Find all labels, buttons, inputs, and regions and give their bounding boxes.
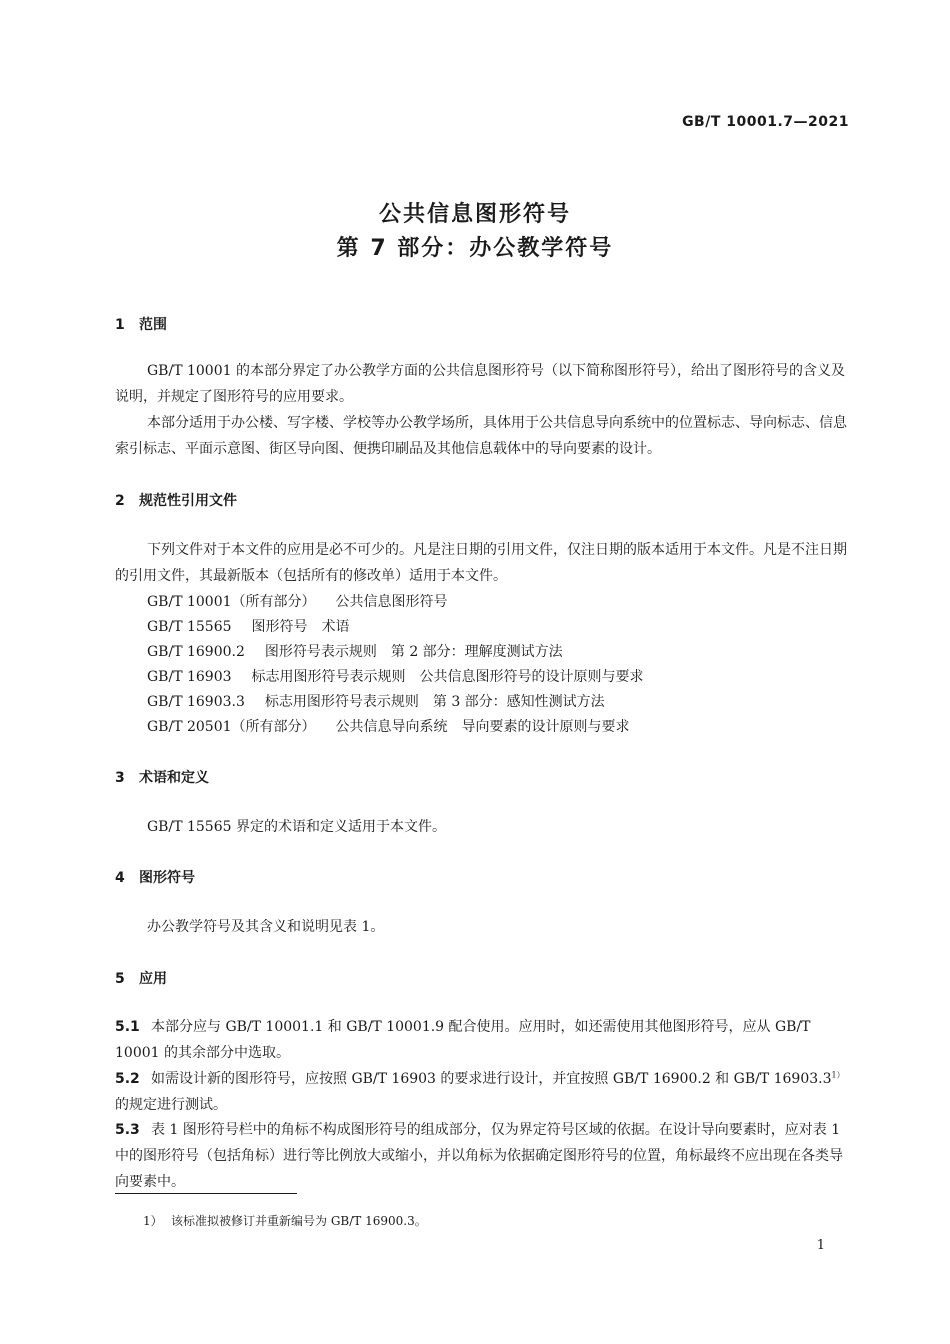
section-number: 2 — [115, 493, 125, 509]
clause-text: 本部分应与 GB/T 10001.1 和 GB/T 10001.9 配合使用。应用时，如还需使用其他图形符号，应从 GB/T 10001 的其余部分中选取。 — [115, 1019, 811, 1061]
clause-number: 5.1 — [115, 1019, 140, 1035]
section-3-heading — [115, 767, 209, 787]
title-line-2: 第 7 部分：办公教学符号 — [336, 236, 614, 261]
normative-reference — [147, 716, 630, 736]
section-4-heading — [115, 867, 195, 887]
reference-code: GB/T 16903 — [147, 669, 232, 685]
normative-reference — [147, 691, 605, 711]
clause-number: 5.3 — [115, 1122, 140, 1138]
section-4-paragraph-1: 办公教学符号及其含义和说明见表 1。 — [147, 919, 385, 935]
reference-title: 公共信息图形符号 — [335, 594, 448, 610]
section-title: 范围 — [139, 317, 167, 333]
section-title: 术语和定义 — [139, 770, 209, 786]
section-title: 规范性引用文件 — [139, 493, 237, 509]
clause-5-1 — [115, 1014, 850, 1066]
section-2-paragraph-1: 下列文件对于本文件的应用是必不可少的。凡是注日期的引用文件，仅注日期的版本适用于本文件。凡是不注日期的引用文件，其最新版本（包括所有的修改单）适用于本文件。 — [115, 542, 847, 584]
clause-text: 如需设计新的图形符号，应按照 GB/T 16903 的要求进行设计，并宜按照 GB/T 16900.2 和 GB/T 16903.3 — [151, 1071, 832, 1087]
reference-title: 图形符号表示规则 第 2 部分：理解度测试方法 — [264, 644, 563, 660]
reference-title: 公共信息导向系统 导向要素的设计原则与要求 — [335, 719, 630, 735]
reference-code: GB/T 16903.3 — [147, 694, 245, 710]
reference-title: 图形符号 术语 — [251, 619, 350, 635]
section-number: 3 — [115, 770, 125, 786]
reference-code: GB/T 20501（所有部分） — [147, 719, 316, 735]
title-line-1: 公共信息图形符号 — [378, 202, 571, 227]
normative-reference — [147, 666, 644, 686]
footnote — [143, 1212, 427, 1229]
section-5-heading — [115, 968, 167, 988]
section-2-heading — [115, 490, 237, 510]
clause-text-continued: 的规定进行测试。 — [115, 1097, 227, 1113]
reference-code: GB/T 10001（所有部分） — [147, 594, 316, 610]
section-3-paragraph-1: GB/T 15565 界定的术语和定义适用于本文件。 — [147, 819, 446, 835]
clause-number: 5.2 — [115, 1071, 140, 1087]
standard-code: GB/T 10001.7—2021 — [682, 114, 849, 130]
reference-title: 标志用图形符号表示规则 公共信息图形符号的设计原则与要求 — [251, 669, 644, 685]
section-title: 图形符号 — [139, 870, 195, 886]
normative-reference — [147, 616, 350, 636]
normative-reference — [147, 641, 563, 661]
footnote-divider — [115, 1193, 297, 1194]
section-1-paragraph-2: 本部分适用于办公楼、写字楼、学校等办公教学场所，具体用于公共信息导向系统中的位置标志、导向标志、信息索引标志、平面示意图、街区导向图、便携印刷品及其他信息载体中的导向要素的设计。 — [115, 415, 847, 457]
reference-title: 标志用图形符号表示规则 第 3 部分：感知性测试方法 — [264, 694, 605, 710]
section-number: 1 — [115, 317, 125, 333]
normative-reference — [147, 591, 448, 611]
footnote-reference: 1） — [831, 1070, 845, 1080]
footnote-marker: 1） — [143, 1214, 163, 1228]
page-number: 1 — [816, 1238, 825, 1253]
section-1-paragraph-1: GB/T 10001 的本部分界定了办公教学方面的公共信息图形符号（以下简称图形符号），给出了图形符号的含义及说明，并规定了图形符号的应用要求。 — [115, 363, 845, 405]
clause-5-2 — [115, 1066, 850, 1118]
section-number: 5 — [115, 971, 125, 987]
section-number: 4 — [115, 870, 125, 886]
section-1-heading — [115, 314, 167, 334]
reference-code: GB/T 15565 — [147, 619, 232, 635]
clause-5-3 — [115, 1117, 850, 1195]
reference-code: GB/T 16900.2 — [147, 644, 245, 660]
clause-text: 表 1 图形符号栏中的角标不构成图形符号的组成部分，仅为界定符号区域的依据。在设计导向要素时，应对表 1 中的图形符号（包括角标）进行等比例放大或缩小，并以角标为依据确定图形符号的位置，角标最终不应出现在各类导向要素中。 — [115, 1122, 843, 1190]
section-title: 应用 — [139, 971, 167, 987]
footnote-text: 该标准拟被修订并重新编号为 GB/T 16900.3。 — [171, 1214, 427, 1228]
